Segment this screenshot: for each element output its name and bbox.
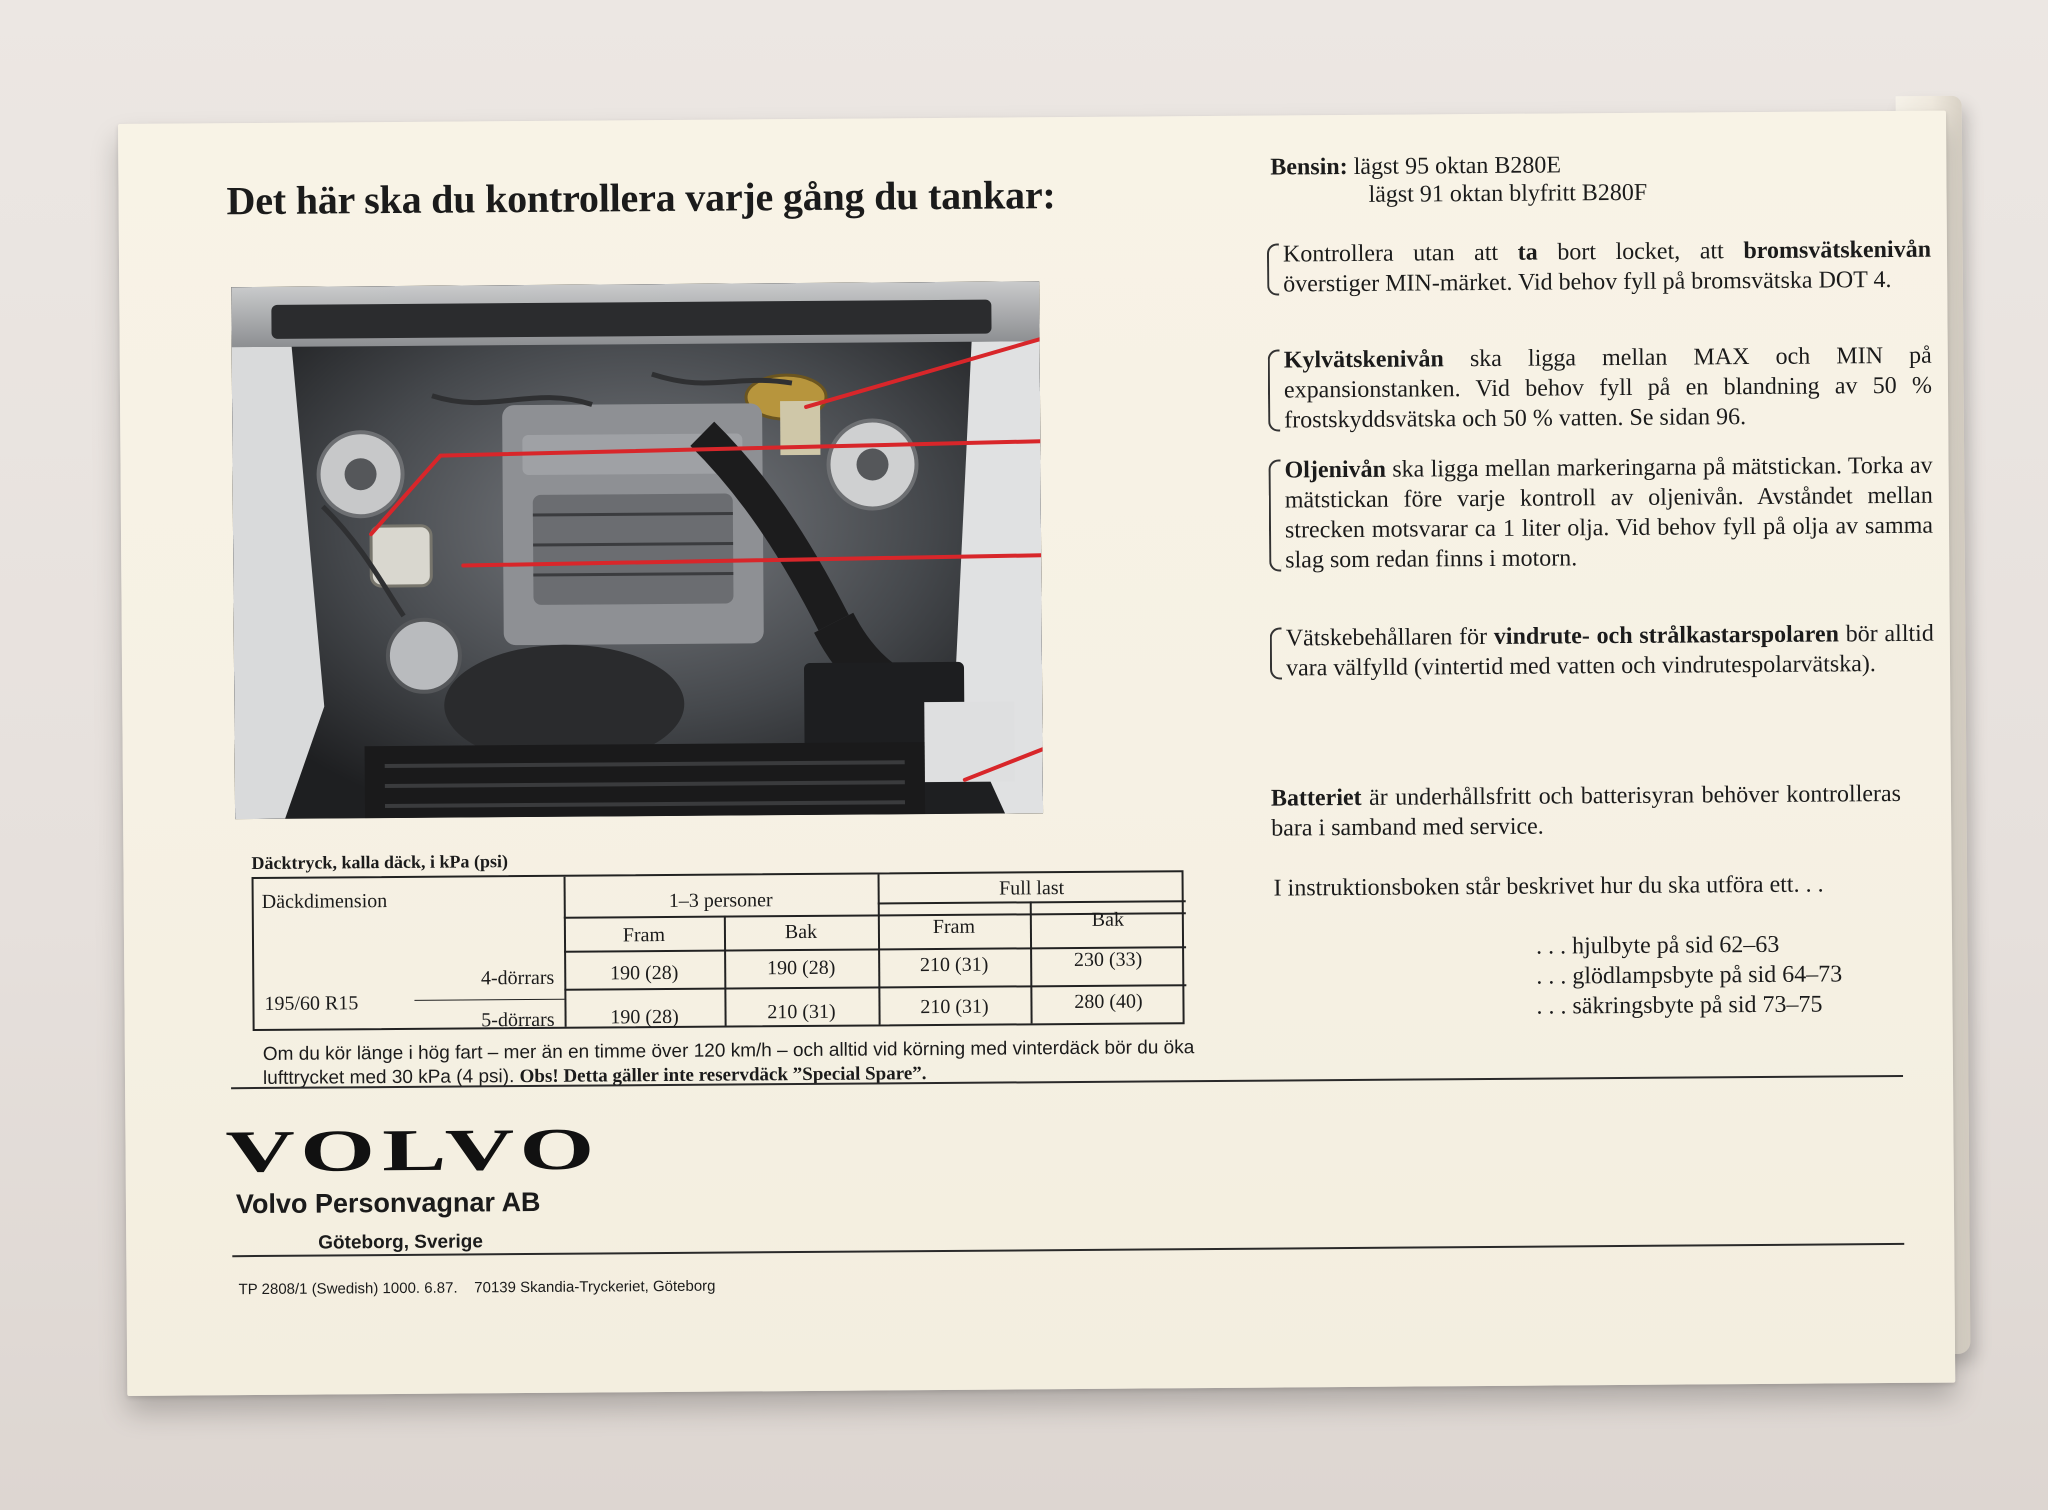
tire-pressure-table (252, 870, 1185, 1031)
oil-bold: Oljenivån (1284, 456, 1387, 484)
page-heading: Det här ska du kontrollera varje gång du tankar: (226, 172, 1056, 224)
battery-bold: Batteriet (1270, 784, 1362, 812)
brake-bold: bromsvätskenivån (1743, 236, 1932, 265)
oil-check (1268, 451, 1933, 576)
engine-compartment-photo (231, 281, 1043, 819)
tire-col-full-front: Fram (932, 915, 976, 939)
fuel-requirements (1270, 151, 1647, 210)
list-item: . . . glödlampsbyte på sid 64–73 (1536, 961, 1843, 990)
tire-row-label: 5-dörrars (481, 1008, 555, 1032)
washer-text: bör alltid vara välfylld (vintertid med vatten och vindrutespolarvätska). (1285, 620, 1934, 682)
tire-note-text: Om du kör länge i hög fart – mer än en timme över 120 km/h – och alltid vid körning med vinterdäck bör du öka lufttrycket med 30 kPa (4 psi). (262, 1037, 1195, 1089)
list-item: . . . säkringsbyte på sid 73–75 (1536, 991, 1823, 1020)
coolant-bold: Kylvätskenivån (1283, 346, 1444, 374)
tire-value: 190 (28) (766, 956, 836, 980)
volvo-logo (225, 1116, 606, 1194)
brake-text: bort locket, att (1537, 238, 1744, 266)
tire-value: 210 (31) (920, 995, 989, 1019)
tire-dimension-header: Däckdimension (261, 890, 388, 913)
divider (232, 1243, 1904, 1257)
coolant-text: ska ligga mellan MAX och MIN på expansionstanken. Vid behov fyll på en blandning av 50 % frostskyddsvätska och 50 % vatten. Se sidan 96. (1283, 342, 1933, 434)
fuel-line-1: lägst 95 oktan B280E (1353, 152, 1562, 180)
company-city: Göteborg, Sverige (318, 1231, 483, 1254)
oil-text: ska ligga mellan markeringarna på mätstickan. Torka av mätstickan före varje kontroll av oljenivån. Avståndet mellan strecken motsvarar ca 1 liter olja. Vid behov fyll på olja av samma slag som redan finns i motorn. (1284, 452, 1934, 574)
manual-intro: I instruktionsboken står beskrivet hur du ska utföra ett. . . (1273, 871, 1824, 902)
tire-value: 280 (40) (1074, 990, 1143, 1014)
fuel-label: Bensin: (1270, 153, 1348, 181)
tire-group-full: Full last (999, 877, 1065, 900)
tire-size: 195/60 R15 (264, 992, 359, 1015)
tire-group-normal: 1–3 personer (668, 889, 773, 912)
tire-col-full-rear: Bak (1091, 908, 1125, 931)
tire-value: 210 (31) (919, 953, 989, 977)
battery-note (1271, 779, 1901, 844)
brake-fluid-check (1267, 235, 1931, 300)
brake-bold: ta (1517, 239, 1538, 266)
tire-table-caption: Däcktryck, kalla däck, i kPa (psi) (251, 851, 509, 874)
tire-col-normal-rear: Bak (784, 920, 818, 944)
fuel-line-2: lägst 91 oktan blyfritt B280F (1368, 179, 1648, 208)
washer-bold: vindrute- och strålkastarspolaren (1493, 621, 1840, 650)
tire-value: 210 (31) (767, 1000, 836, 1024)
brake-text: överstiger MIN-märket. Vid behov fyll på bromsvätska DOT 4. (1283, 267, 1892, 298)
tire-value: 230 (33) (1073, 948, 1143, 972)
booklet-back-cover (118, 111, 1955, 1396)
print-info (238, 1278, 715, 1298)
printer-name: 70139 Skandia-Tryckeriet, Göteborg (474, 1277, 716, 1297)
manual-reference-list (1536, 929, 1843, 1021)
washer-text: Vätskebehållaren för (1285, 623, 1494, 652)
tire-row-label: 4-dörrars (480, 966, 555, 990)
brake-text: Kontrollera utan att (1282, 239, 1518, 268)
coolant-check (1268, 341, 1933, 436)
print-code: TP 2808/1 (Swedish) 1000. 6.87. (238, 1279, 458, 1299)
volvo-logo-text: VOLVO (225, 1116, 485, 1185)
tire-note-warning: Obs! Detta gäller inte reservdäck ”Special Spare”. (519, 1063, 927, 1088)
company-name: Volvo Personvagnar AB (235, 1186, 541, 1220)
battery-text: är underhållsfritt och batterisyran behöver kontrolleras bara i samband med service. (1271, 780, 1902, 842)
list-item: . . . hjulbyte på sid 62–63 (1535, 931, 1780, 960)
washer-fluid-check (1270, 619, 1934, 684)
tire-value: 190 (28) (610, 1005, 679, 1029)
tire-value: 190 (28) (609, 961, 679, 985)
tire-col-normal-front: Fram (622, 924, 666, 947)
